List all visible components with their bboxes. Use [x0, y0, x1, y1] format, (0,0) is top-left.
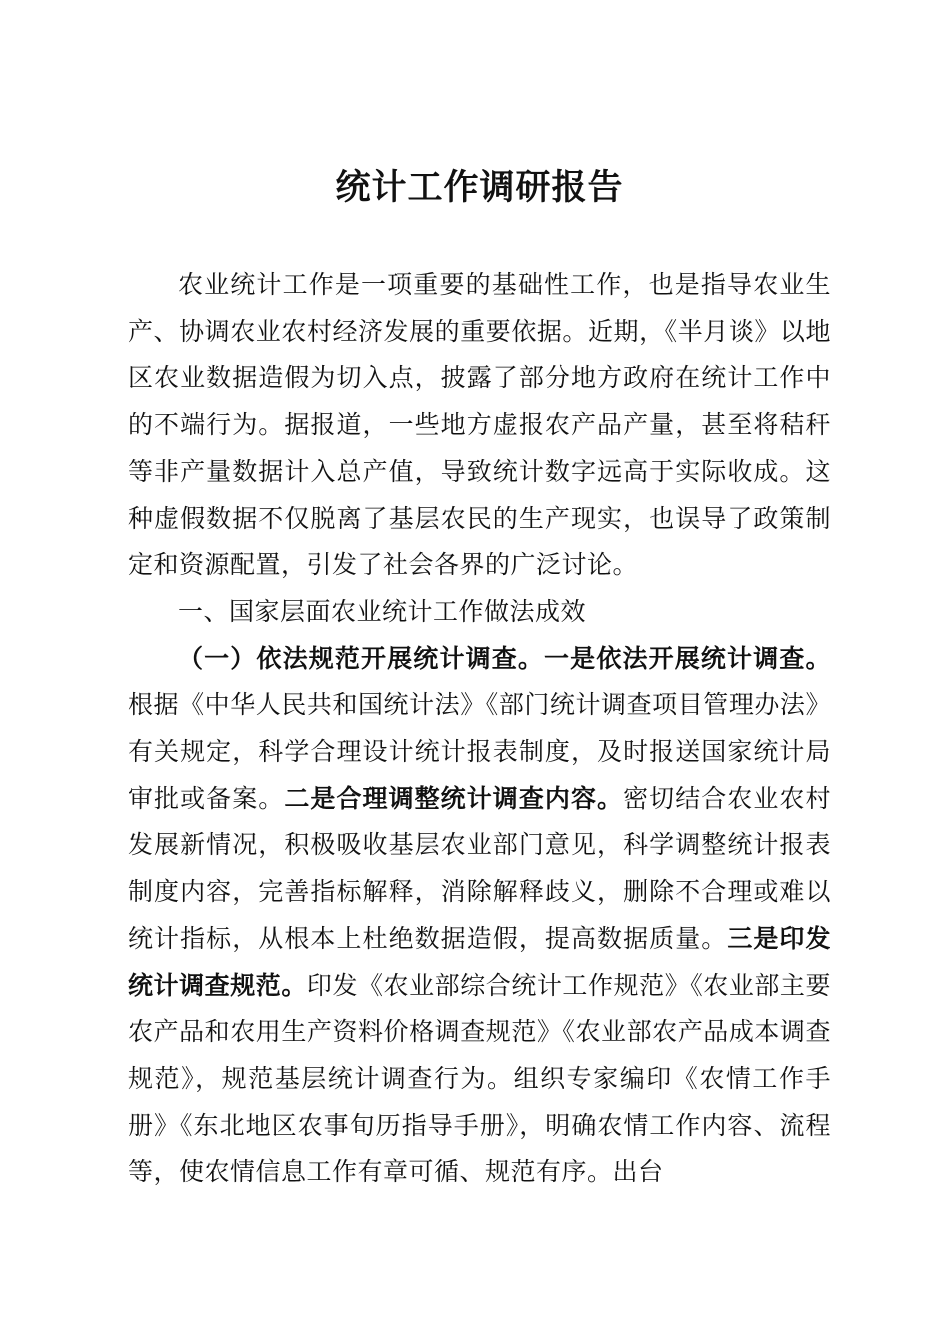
point-3-text: 印发《农业部综合统计工作规范》《农业部主要农产品和农用生产资料价格调查规范》《农业部农产品成本调查规范》，规范基层统计调查行为。组织专家编印《农情工作手册》《东北地区农事旬历指导手册》，明确农情工作内容、流程等，使农情信息工作有章可循、规范有序。出台 [128, 970, 831, 1187]
point-1-title: 一是依法开展统计调查。 [544, 643, 831, 673]
point-2-title: 二是合理调整统计调查内容。 [284, 783, 624, 813]
document-body [128, 262, 831, 1196]
subsection-paragraph-1 [128, 636, 831, 1196]
point-3-title: 三是印发统计调查规范。 [128, 923, 831, 1000]
document-title: 统计工作调研报告 [335, 167, 624, 208]
point-1-text: 根据《中华人民共和国统计法》《部门统计调查项目管理办法》有关规定，科学合理设计统计报表制度，及时报送国家统计局审批或备案。 [128, 690, 831, 813]
section-heading-1: 一、国家层面农业统计工作做法成效 [178, 596, 587, 626]
point-2-text: 密切结合农业农村发展新情况，积极吸收基层农业部门意见，科学调整统计报表制度内容，完善指标解释，消除解释歧义，删除不合理或难以统计指标，从根本上杜绝数据造假，提高数据质量。 [128, 783, 831, 953]
subsection-heading: （一）依法规范开展统计调查。 [178, 643, 545, 673]
intro-paragraph: 农业统计工作是一项重要的基础性工作，也是指导农业生产、协调农业农村经济发展的重要依据。近期，《半月谈》以地区农业数据造假为切入点，披露了部分地方政府在统计工作中的不端行为。据报道，一些地方虚报农产品产量，甚至将秸秆等非产量数据计入总产值，导致统计数字远高于实际收成。这种虚假数据不仅脱离了基层农民的生产现实，也误导了政策制定和资源配置，引发了社会各界的广泛讨论。 [128, 270, 831, 580]
